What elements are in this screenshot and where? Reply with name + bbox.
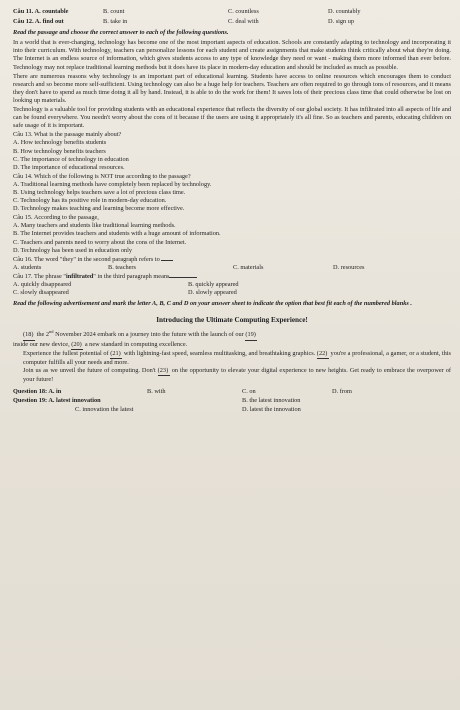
question-15 [13, 214, 451, 254]
q17-option-c: C. slowly disappeared [13, 289, 69, 297]
q16-option-d: D. resources [333, 263, 365, 271]
advertisement-instruction: Read the following advertisement and mark the letter A, B, C and D on your answer sheet to indicate the option that best fit each of the numbered blanks . [13, 300, 412, 308]
q11-option-a: Câu 11. A. countable [13, 8, 69, 15]
q16-option-a: A. students [13, 263, 42, 271]
q14-option-d: D. Technology makes teaching and learning become more effective. [13, 205, 185, 213]
ad-line-3 [13, 350, 451, 367]
ad-blank-22: (22) [317, 350, 329, 359]
question-14 [13, 173, 451, 213]
q13-option-d: D. The importance of educational resources. [13, 163, 125, 171]
q17-option-b: B. quickly appeared [188, 281, 239, 288]
q14-stem: Câu 14. Which of the following is NOT true according to the passage? [13, 172, 191, 180]
q16-option-c: C. materials [233, 263, 264, 271]
passage-paragraph-3-text: Technology is a valuable tool for providing students with an educational experience that reflects the diversity of our global society. It has infiltrated into all aspects of life and can be found everywhere. You needn't worry about the cons of it because if the users are using it appropriately it's all fine. So as teachers and parents, educating children on safe usage of it is important. [13, 106, 451, 130]
q14-option-b: B. Using technology helps teachers save a lot of precious class time. [13, 188, 186, 196]
q17-option-a: A. quickly disappeared [13, 281, 72, 288]
q16-stem-text: Câu 16. The word "they" in the second paragraph refers to [13, 255, 160, 263]
q11-option-d: D. countably [328, 8, 361, 15]
ad-line-4 [13, 367, 451, 384]
q17-option-d: D. slowly appeared [188, 289, 237, 297]
ad-line-2-text-a: inside our new device, [13, 340, 70, 348]
ad-line-4-text-a: Join us as we unveil the future of computing. Don't [23, 366, 156, 374]
q19-option-c: C. innovation the latest [75, 406, 134, 414]
q15-option-d: D. Technology has been used in education only [13, 246, 133, 254]
q15-option-a: A. Many teachers and students like traditional learning methods. [13, 222, 176, 230]
ad-line-1 [13, 328, 451, 340]
q19-indent [13, 406, 75, 414]
q17-options [13, 281, 451, 297]
q12-option-d: D. sign up [328, 18, 355, 26]
question-19-row-2 [13, 406, 451, 414]
ad-blank-21: (21) [110, 350, 122, 359]
ad-line-1-text: the 2nd November 2024 embark on a journey into the future with the launch of our [36, 329, 244, 339]
ad-line-3-text-a: Experience the fullest potential of [23, 349, 109, 357]
ad-line-2 [13, 341, 187, 348]
q12-option-a: Câu 12. A. find out [13, 18, 64, 26]
question-13 [13, 131, 451, 171]
question-18 [13, 388, 451, 396]
passage-paragraph-1: In a world that is ever-changing, technology has become one of the most important aspects of education. Schools are constantly adapting to technology and incorporating it into their curriculum. With technology, teachers can personalize lessons for each student and create assignments that make students think critically about what they're doing. The Internet is an endless source of information, which gives students access to any type of knowledge they need or want - making them more informed than ever before. Technology may not replace traditional learning methods but it does have its place in modern-day education and should be included as much as possible. [13, 39, 451, 71]
q15-option-c: C. Teachers and parents need to worry about the cons of the Internet. [13, 238, 187, 246]
q16-options [13, 264, 451, 272]
ad-blank-20: (20) [71, 341, 83, 350]
q11-option-b: B. count [103, 8, 125, 15]
q19-option-a: Question 19: A. latest innovation [13, 397, 101, 405]
q19-option-b: B. the latest innovation [242, 397, 301, 405]
q14-option-c: C. Technology has its positive role in modern-day education. [13, 197, 167, 205]
q12-option-c: C. deal with [228, 18, 259, 26]
ad-blank-19: (19) [245, 331, 257, 340]
q15-stem: Câu 15. According to the passage, [13, 214, 99, 222]
reading-instruction: Read the passage and choose the correct answer to each of the following questions. [13, 29, 229, 37]
q14-option-a: A. Traditional learning methods have completely been replaced by technology. [13, 180, 212, 188]
q16-option-b: B. teachers [108, 263, 136, 271]
q18-option-a: Question 18: A. in [13, 388, 62, 396]
q13-option-b: B. How technology benefits teachers [13, 147, 106, 155]
q17-highlighted-word: infiltrated [66, 272, 94, 280]
passage-paragraph-3 [13, 106, 451, 130]
q13-option-a: A. How technology benefits students [13, 139, 107, 147]
ad-line-4-text-b: on the opportunity to elevate your digital experience to new heights. Get ready to embrace the overpower of your future! [23, 366, 452, 383]
advertisement-body [13, 328, 451, 384]
q17-stem-suffix: " in the third paragraph means [93, 272, 170, 280]
q11-option-c: C. countless [228, 8, 259, 15]
q18-option-b: B. with [147, 388, 166, 396]
q17-stem [13, 273, 451, 281]
passage-paragraph-2: There are numerous reasons why technology is an important part of educational learning. Students have access to online resources which encourages them to conduct research and so become more self-sufficient. Using technology can also be a huge help for teachers. Teachers are often required to go through tons of resources, and it means they don't have to spend as much time doing it all by hand. Instead, it is able to do the work for them! It saves lots of their precious class time that could otherwise be lost on looking up materials. [13, 72, 451, 104]
question-11 [13, 8, 451, 16]
q19-option-d: D. latest the innovation [242, 406, 301, 414]
question-19-row-1 [13, 397, 451, 405]
ad-blank-23: (23) [158, 367, 170, 376]
q13-stem: Câu 13. What is the passage mainly about? [13, 131, 122, 139]
q16-blank [161, 260, 173, 261]
question-12 [13, 18, 451, 26]
q16-stem [13, 256, 451, 264]
q17-stem-prefix: Câu 17. The phrase " [13, 272, 66, 280]
q18-option-d: D. from [332, 388, 352, 396]
ad-line-3-text-c: you're a professional, a gamer, or a student, this computer fulfills all your needs and more. [23, 349, 452, 366]
q12-option-b: B. take in [103, 18, 128, 26]
q13-option-c: C. The importance of technology in education [13, 155, 129, 163]
q15-option-b: B. The Internet provides teachers and students with a huge amount of information. [13, 230, 221, 238]
ad-line-2-text-b: a new standard in computing excellence. [84, 340, 188, 348]
advertisement-title: Introducing the Ultimate Computing Experience! [156, 316, 308, 325]
question-17 [13, 273, 451, 297]
ad-blank-18: (18) [23, 331, 35, 340]
q18-option-c: C. on [242, 388, 256, 396]
q17-blank [169, 277, 197, 278]
question-16 [13, 256, 451, 272]
ad-line-3-text-b: with lightning-fast speed, seamless multitasking, and breathtaking graphics. [123, 349, 316, 357]
